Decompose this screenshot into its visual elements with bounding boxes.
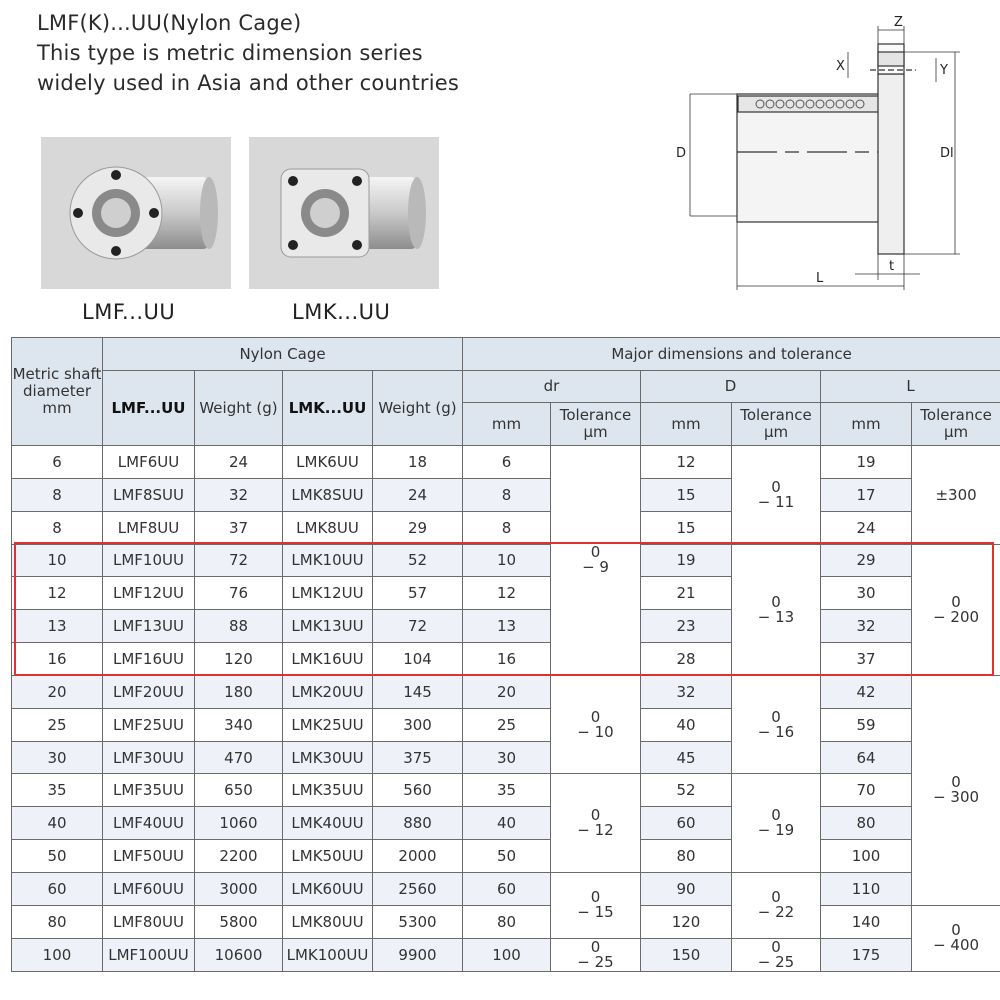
cell-dr-mm: 10: [463, 544, 551, 577]
dim-z-label: Z: [894, 15, 903, 30]
cell-lmk-model: LMK100UU: [283, 938, 373, 971]
tolerance-upper: 0: [590, 806, 601, 825]
cell-D-tolerance: [732, 544, 821, 675]
cell-L-mm: 30: [821, 577, 912, 610]
table-row: [12, 511, 1000, 544]
cell-dr-mm: 20: [463, 675, 551, 708]
cell-D-tolerance: [732, 774, 821, 873]
tolerance-lower: − 300: [933, 788, 980, 807]
spec-table-body: [12, 446, 1000, 972]
cell-dr-tolerance: [551, 938, 641, 971]
cell-lmf-weight: 3000: [195, 872, 283, 905]
cell-lmf-weight: 5800: [195, 905, 283, 938]
cell-lmf-weight: 37: [195, 511, 283, 544]
tolerance-upper: 0: [590, 938, 601, 956]
cell-lmk-model: LMK8UU: [283, 511, 373, 544]
cell-shaft-diameter: 20: [12, 675, 103, 708]
cell-L-mm: 100: [821, 840, 912, 873]
tolerance-upper: 0: [590, 543, 601, 562]
dim-l-label: L: [816, 271, 824, 286]
dim-dl-label: Dl: [940, 146, 954, 161]
cell-L-tolerance: [912, 544, 1000, 675]
tolerance-fraction: [758, 890, 794, 920]
cell-shaft-diameter: 60: [12, 872, 103, 905]
tolerance-upper: 0: [771, 806, 781, 825]
cell-D-mm: 28: [641, 643, 732, 676]
cell-lmf-model: LMF80UU: [103, 905, 195, 938]
tolerance-fraction: [757, 592, 795, 626]
cell-lmk-model: LMK6UU: [283, 446, 373, 479]
cell-dr-mm: 13: [463, 610, 551, 643]
header-L-mm: mm: [821, 403, 912, 446]
cell-lmk-model: LMK13UU: [283, 610, 373, 643]
cell-lmf-model: LMF6UU: [103, 446, 195, 479]
header-weight-lmf: Weight (g): [195, 371, 283, 446]
tolerance-lower: − 16: [757, 722, 795, 741]
tolerance-fraction: [757, 707, 795, 741]
cell-D-mm: 150: [641, 938, 732, 971]
cell-lmf-weight: 72: [195, 544, 283, 577]
cell-lmf-model: LMF12UU: [103, 577, 195, 610]
cell-lmk-weight: 375: [373, 741, 463, 774]
header-D-mm: mm: [641, 403, 732, 446]
cell-shaft-diameter: 13: [12, 610, 103, 643]
tolerance-upper: 0: [951, 921, 961, 940]
intro-text: [37, 8, 459, 98]
cell-dr-mm: 100: [463, 938, 551, 971]
cell-lmk-model: LMK25UU: [283, 708, 373, 741]
tolerance-upper: 0: [771, 938, 781, 956]
cell-lmk-model: LMK8SUU: [283, 478, 373, 511]
tolerance-upper: 0: [771, 477, 781, 496]
table-row: [12, 807, 1000, 840]
table-row: [12, 840, 1000, 873]
cell-D-mm: 45: [641, 741, 732, 774]
cell-L-mm: 42: [821, 675, 912, 708]
cell-lmk-weight: 9900: [373, 938, 463, 971]
tolerance-lower: − 9: [582, 558, 609, 577]
header-dr-mm: mm: [463, 403, 551, 446]
tolerance-fraction: [933, 923, 979, 953]
cell-D-mm: 40: [641, 708, 732, 741]
cell-lmf-weight: 10600: [195, 938, 283, 971]
cell-lmf-model: LMF30UU: [103, 741, 195, 774]
cell-lmf-weight: 650: [195, 774, 283, 807]
cell-lmf-model: LMF35UU: [103, 774, 195, 807]
cell-shaft-diameter: 10: [12, 544, 103, 577]
cell-dr-tolerance: [551, 446, 641, 676]
cell-lmk-model: LMK60UU: [283, 872, 373, 905]
tolerance-lower: − 400: [933, 936, 980, 955]
cell-shaft-diameter: 16: [12, 643, 103, 676]
header-lmf: LMF...UU: [103, 371, 195, 446]
cell-lmf-weight: 470: [195, 741, 283, 774]
cell-lmk-model: LMK12UU: [283, 577, 373, 610]
cell-shaft-diameter: 80: [12, 905, 103, 938]
header-weight-lmk: Weight (g): [373, 371, 463, 446]
cell-lmf-model: LMF40UU: [103, 807, 195, 840]
cell-D-mm: 90: [641, 872, 732, 905]
cell-L-mm: 80: [821, 807, 912, 840]
cell-lmk-weight: 104: [373, 643, 463, 676]
cell-D-mm: 19: [641, 544, 732, 577]
cell-lmk-weight: 145: [373, 675, 463, 708]
table-row: [12, 610, 1000, 643]
cell-shaft-diameter: 30: [12, 741, 103, 774]
tolerance-lower: − 11: [757, 492, 795, 511]
cell-dr-mm: 50: [463, 840, 551, 873]
cell-lmf-weight: 24: [195, 446, 283, 479]
cell-L-mm: 70: [821, 774, 912, 807]
cell-lmf-weight: 2200: [195, 840, 283, 873]
cell-L-mm: 19: [821, 446, 912, 479]
tolerance-upper: 0: [590, 888, 601, 907]
header-dr: dr: [463, 371, 641, 403]
cell-lmf-model: LMF8SUU: [103, 478, 195, 511]
tolerance-fraction: [757, 477, 795, 511]
cell-L-mm: 37: [821, 643, 912, 676]
spec-table: [11, 337, 1000, 972]
cell-L-mm: 29: [821, 544, 912, 577]
header-major-dimensions: Major dimensions and tolerance: [463, 338, 1000, 371]
tolerance-lower: − 25: [757, 952, 795, 971]
tolerance-fraction: [577, 940, 613, 970]
cell-lmk-weight: 18: [373, 446, 463, 479]
cell-lmf-weight: 88: [195, 610, 283, 643]
cell-L-mm: 24: [821, 511, 912, 544]
cell-shaft-diameter: 100: [12, 938, 103, 971]
cell-L-mm: 140: [821, 905, 912, 938]
cell-lmk-model: LMK30UU: [283, 741, 373, 774]
cell-lmf-model: LMF50UU: [103, 840, 195, 873]
cell-dr-mm: 12: [463, 577, 551, 610]
cell-lmk-weight: 5300: [373, 905, 463, 938]
table-row: [12, 544, 1000, 577]
cell-L-mm: 64: [821, 741, 912, 774]
table-row: [12, 741, 1000, 774]
tolerance-fraction: [577, 707, 614, 741]
cell-shaft-diameter: 40: [12, 807, 103, 840]
intro-line-3: widely used in Asia and other countries: [37, 71, 460, 95]
cell-shaft-diameter: 25: [12, 708, 103, 741]
cell-dr-mm: 40: [463, 807, 551, 840]
table-row: [12, 446, 1000, 479]
cell-D-mm: 80: [641, 840, 732, 873]
cell-L-mm: 110: [821, 872, 912, 905]
tolerance-lower: − 19: [757, 821, 795, 840]
cell-dr-mm: 8: [463, 511, 551, 544]
cell-lmk-weight: 300: [373, 708, 463, 741]
cell-dr-mm: 60: [463, 872, 551, 905]
table-row: [12, 905, 1000, 938]
cell-L-tolerance: [912, 905, 1000, 971]
tolerance-fraction: [758, 808, 794, 838]
cell-lmf-weight: 76: [195, 577, 283, 610]
tolerance-lower: − 200: [933, 607, 980, 626]
cell-dr-tolerance: [551, 675, 641, 774]
cell-shaft-diameter: 6: [12, 446, 103, 479]
dim-d-label: D: [676, 146, 687, 161]
tolerance-upper: 0: [771, 888, 781, 907]
tolerance-fraction: [577, 890, 613, 920]
tolerance-lower: − 13: [757, 607, 795, 626]
cell-L-mm: 59: [821, 708, 912, 741]
cell-lmf-model: LMF25UU: [103, 708, 195, 741]
cell-lmf-model: LMF100UU: [103, 938, 195, 971]
intro-line-1: LMF(K)...UU(Nylon Cage): [37, 11, 302, 35]
cell-dr-mm: 8: [463, 478, 551, 511]
cell-D-tolerance: [732, 872, 821, 938]
cell-D-mm: 32: [641, 675, 732, 708]
cell-L-tolerance: [912, 446, 1000, 545]
cell-dr-mm: 16: [463, 643, 551, 676]
cell-lmk-weight: 24: [373, 478, 463, 511]
cell-shaft-diameter: 8: [12, 511, 103, 544]
cell-L-mm: 32: [821, 610, 912, 643]
cell-lmk-weight: 2000: [373, 840, 463, 873]
cell-lmf-model: LMF16UU: [103, 643, 195, 676]
cell-lmf-weight: 120: [195, 643, 283, 676]
cell-lmk-weight: 52: [373, 544, 463, 577]
cell-D-tolerance: [732, 446, 821, 545]
cell-lmf-model: LMF20UU: [103, 675, 195, 708]
cell-lmf-model: LMF60UU: [103, 872, 195, 905]
cell-lmk-weight: 880: [373, 807, 463, 840]
cell-D-mm: 15: [641, 478, 732, 511]
cell-lmf-model: LMF13UU: [103, 610, 195, 643]
cell-dr-tolerance: [551, 872, 641, 938]
cell-L-mm: 17: [821, 478, 912, 511]
cell-lmf-weight: 340: [195, 708, 283, 741]
table-row: [12, 478, 1000, 511]
cell-lmk-weight: 560: [373, 774, 463, 807]
header-metric-shaft: Metric shaft diameter mm: [12, 338, 103, 446]
cell-D-mm: 15: [641, 511, 732, 544]
tolerance-lower: − 10: [577, 722, 614, 741]
header-L-tolerance: Tolerance μm: [912, 403, 1000, 446]
cell-lmk-model: LMK35UU: [283, 774, 373, 807]
cell-D-mm: 12: [641, 446, 732, 479]
cell-dr-mm: 80: [463, 905, 551, 938]
cell-lmf-weight: 32: [195, 478, 283, 511]
tolerance-lower: − 22: [757, 903, 795, 922]
cell-lmk-model: LMK50UU: [283, 840, 373, 873]
cell-D-tolerance: [732, 938, 821, 971]
dim-x-label: X: [836, 59, 845, 74]
cell-lmf-weight: 180: [195, 675, 283, 708]
intro-line-2: This type is metric dimension series: [37, 41, 423, 65]
cell-dr-mm: 6: [463, 446, 551, 479]
dim-t-label: t: [889, 259, 895, 274]
cell-lmk-model: LMK40UU: [283, 807, 373, 840]
tolerance-lower: − 15: [577, 903, 614, 922]
tolerance-fraction: [577, 808, 613, 838]
cell-lmk-weight: 2560: [373, 872, 463, 905]
table-row: [12, 675, 1000, 708]
tolerance-upper: 0: [771, 592, 781, 611]
cell-dr-tolerance: [551, 774, 641, 873]
tolerance-fraction: [582, 545, 609, 575]
table-row: [12, 774, 1000, 807]
cell-D-mm: 52: [641, 774, 732, 807]
lmf-caption: LMF...UU: [82, 300, 176, 324]
cell-lmk-model: LMK80UU: [283, 905, 373, 938]
cell-D-mm: 60: [641, 807, 732, 840]
cell-lmk-model: LMK10UU: [283, 544, 373, 577]
cell-dr-mm: 25: [463, 708, 551, 741]
header-dr-tolerance: Tolerance μm: [551, 403, 641, 446]
cell-lmf-model: LMF10UU: [103, 544, 195, 577]
cell-D-mm: 21: [641, 577, 732, 610]
cell-dr-mm: 30: [463, 741, 551, 774]
cell-lmk-weight: 29: [373, 511, 463, 544]
cell-shaft-diameter: 8: [12, 478, 103, 511]
cell-shaft-diameter: 12: [12, 577, 103, 610]
cell-lmf-weight: 1060: [195, 807, 283, 840]
header-lmk: LMK...UU: [283, 371, 373, 446]
tolerance-fraction: [933, 592, 980, 626]
tolerance-fraction: [758, 940, 794, 970]
tolerance-lower: − 25: [577, 952, 614, 971]
tolerance-value: ±300: [935, 485, 977, 504]
tolerance-fraction: [933, 775, 979, 805]
cell-lmk-model: LMK20UU: [283, 675, 373, 708]
lmf-bearing-photo: [41, 137, 231, 289]
header-D-tolerance: Tolerance μm: [732, 403, 821, 446]
tolerance-upper: 0: [951, 592, 961, 611]
dim-y-label: Y: [940, 63, 948, 78]
cell-L-tolerance: [912, 675, 1000, 905]
cell-lmk-model: LMK16UU: [283, 643, 373, 676]
table-row: [12, 577, 1000, 610]
cell-shaft-diameter: 50: [12, 840, 103, 873]
cell-D-mm: 23: [641, 610, 732, 643]
header-nylon-cage: Nylon Cage: [103, 338, 463, 371]
cell-D-mm: 120: [641, 905, 732, 938]
cell-L-mm: 175: [821, 938, 912, 971]
cell-lmf-model: LMF8UU: [103, 511, 195, 544]
cell-shaft-diameter: 35: [12, 774, 103, 807]
table-row: [12, 708, 1000, 741]
tolerance-upper: 0: [951, 773, 961, 792]
tolerance-upper: 0: [771, 707, 781, 726]
lmk-caption: LMK...UU: [292, 300, 391, 324]
table-row: [12, 938, 1000, 971]
header-D: D: [641, 371, 821, 403]
tolerance-lower: − 12: [577, 821, 614, 840]
table-row: [12, 872, 1000, 905]
table-row: [12, 643, 1000, 676]
cell-lmk-weight: 72: [373, 610, 463, 643]
bearing-cross-section-drawing: [670, 12, 970, 292]
lmk-bearing-photo: [249, 137, 439, 289]
cell-D-tolerance: [732, 675, 821, 774]
tolerance-upper: 0: [590, 707, 601, 726]
cell-lmk-weight: 57: [373, 577, 463, 610]
cell-dr-mm: 35: [463, 774, 551, 807]
header-L: L: [821, 371, 1000, 403]
